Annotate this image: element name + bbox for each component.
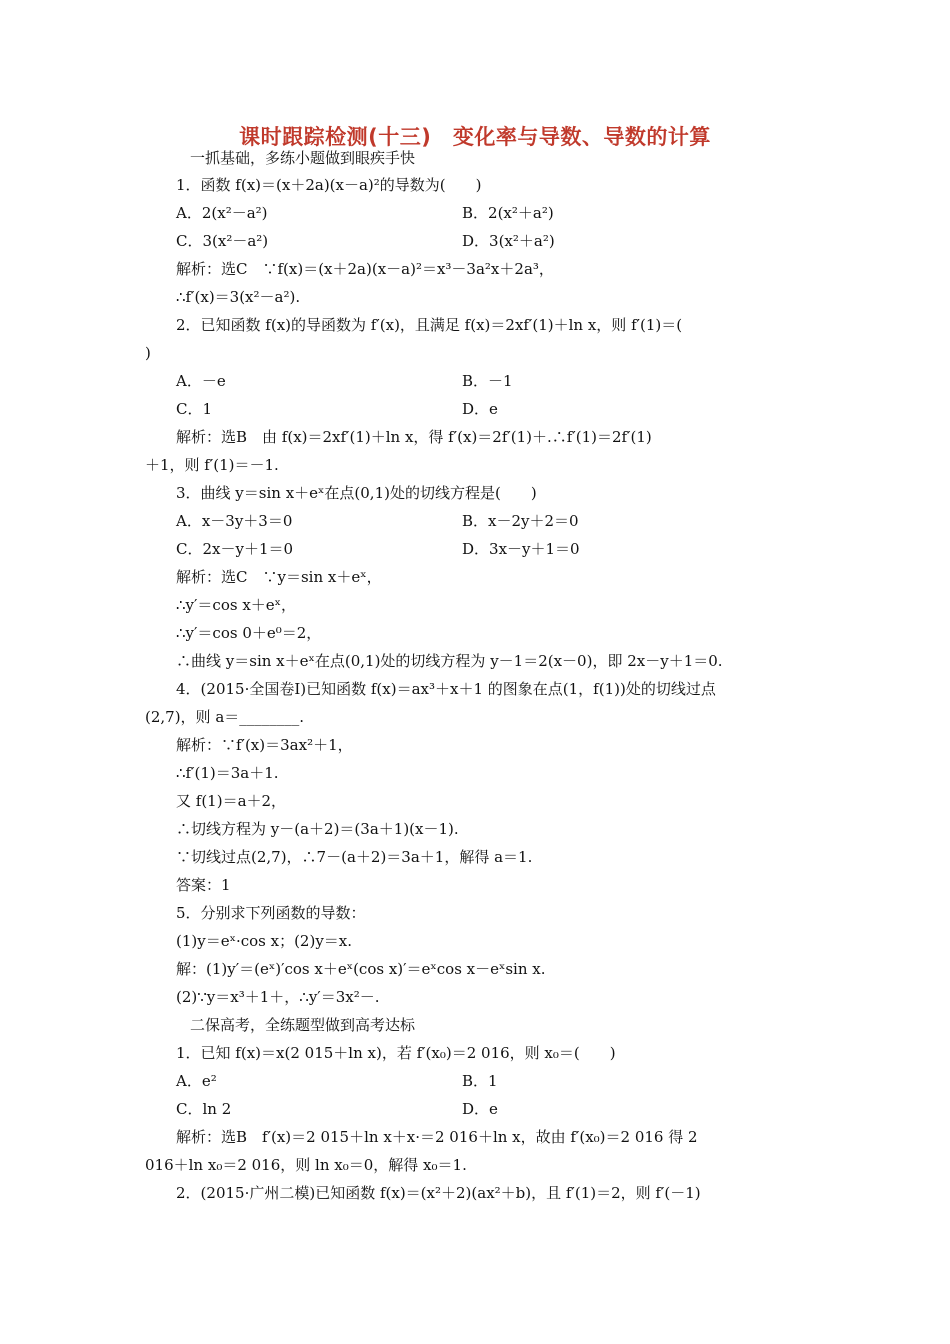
solution-line: 解析：选B f′(x)＝2 015＋ln x＋x·＝2 016＋ln x，故由 f′(x₀)＝2 016 得 2 [176,1128,698,1146]
option-c: C．ln 2 [176,1100,232,1118]
question-3: 3．曲线 y＝sin x＋eˣ在点(0,1)处的切线方程是( ) [176,484,537,502]
option-a: A．x－3y＋3＝0 [176,512,293,530]
option-b: B．x－2y＋2＝0 [462,512,579,530]
solution-line: 016＋ln x₀＝2 016，则 ln x₀＝0，解得 x₀＝1. [145,1156,467,1174]
solution-line: ∴f′(1)＝3a＋1. [176,764,279,782]
solution-line: ∴y′＝cos x＋eˣ， [176,596,297,614]
option-d: D．3x－y＋1＝0 [462,540,580,558]
option-d: D．e [462,400,498,418]
option-c: C．2x－y＋1＝0 [176,540,294,558]
question-4-continued: (2,7)，则 a＝________. [145,708,305,726]
question-4: 4．(2015·全国卷Ⅰ)已知函数 f(x)＝ax³＋x＋1 的图象在点(1，f(1))处的切线过点 [176,680,716,698]
section-heading-1: 一抓基础，多练小题做到眼疾手快 [190,149,416,167]
solution-line: 解析：选B 由 f(x)＝2xf′(1)＋ln x，得 f′(x)＝2f′(1)＋.∴f′(1)＝2f′(1) [176,428,652,446]
question-2-continued: ) [145,344,151,362]
solution-line: ＋1，则 f′(1)＝－1. [145,456,279,474]
question-1: 1．已知 f(x)＝x(2 015＋ln x)，若 f′(x₀)＝2 016，则 x₀＝( ) [176,1044,616,1062]
solution-line: ∴y′＝cos 0＋e⁰＝2， [176,624,322,642]
option-a: A．2(x²－a²) [176,204,268,222]
question-2: 2．已知函数 f(x)的导函数为 f′(x)，且满足 f(x)＝2xf′(1)＋ln x，则 f′(1)＝( [176,316,683,334]
option-a: A．e² [176,1072,217,1090]
solution-line: 解析：选C ∵y＝sin x＋eˣ， [176,568,382,586]
solution-line: ∴曲线 y＝sin x＋eˣ在点(0,1)处的切线方程为 y－1＝2(x－0)，即 2x－y＋1＝0. [176,652,723,670]
solution-line: 又 f(1)＝a＋2， [176,792,287,810]
question-5-parts: (1)y＝eˣ·cos x；(2)y＝x. [176,932,353,950]
solution-line: ∴f′(x)＝3(x²－a²). [176,288,301,306]
option-b: B．－1 [462,372,513,390]
option-c: C．3(x²－a²) [176,232,269,250]
option-a: A．－e [176,372,226,390]
solution-line: 解：(1)y′＝(eˣ)′cos x＋eˣ(cos x)′＝eˣcos x－eˣsin x. [176,960,546,978]
question-5: 5．分别求下列函数的导数： [176,904,366,922]
option-d: D．3(x²＋a²) [462,232,555,250]
solution-line: ∴切线方程为 y－(a＋2)＝(3a＋1)(x－1). [176,820,459,838]
solution-line: ∵切线过点(2,7)，∴7－(a＋2)＝3a＋1，解得 a＝1. [176,848,533,866]
option-b: B．1 [462,1072,498,1090]
answer-line: 答案：1 [176,876,231,894]
solution-line: 解析：∵f′(x)＝3ax²＋1， [176,736,353,754]
solution-line: 解析：选C ∵f(x)＝(x＋2a)(x－a)²＝x³－3a²x＋2a³， [176,260,554,278]
section-heading-2: 二保高考，全练题型做到高考达标 [190,1016,416,1034]
question-1: 1．函数 f(x)＝(x＋2a)(x－a)²的导数为( ) [176,176,482,194]
option-b: B．2(x²＋a²) [462,204,554,222]
solution-line: (2)∵y＝x³＋1＋，∴y′＝3x²－. [176,988,380,1006]
document-title: 课时跟踪检测(十三) 变化率与导数、导数的计算 [239,125,711,149]
question-2: 2．(2015·广州二模)已知函数 f(x)＝(x²＋2)(ax²＋b)，且 f′(1)＝2，则 f′(－1) [176,1184,701,1202]
option-c: C．1 [176,400,213,418]
option-d: D．e [462,1100,498,1118]
